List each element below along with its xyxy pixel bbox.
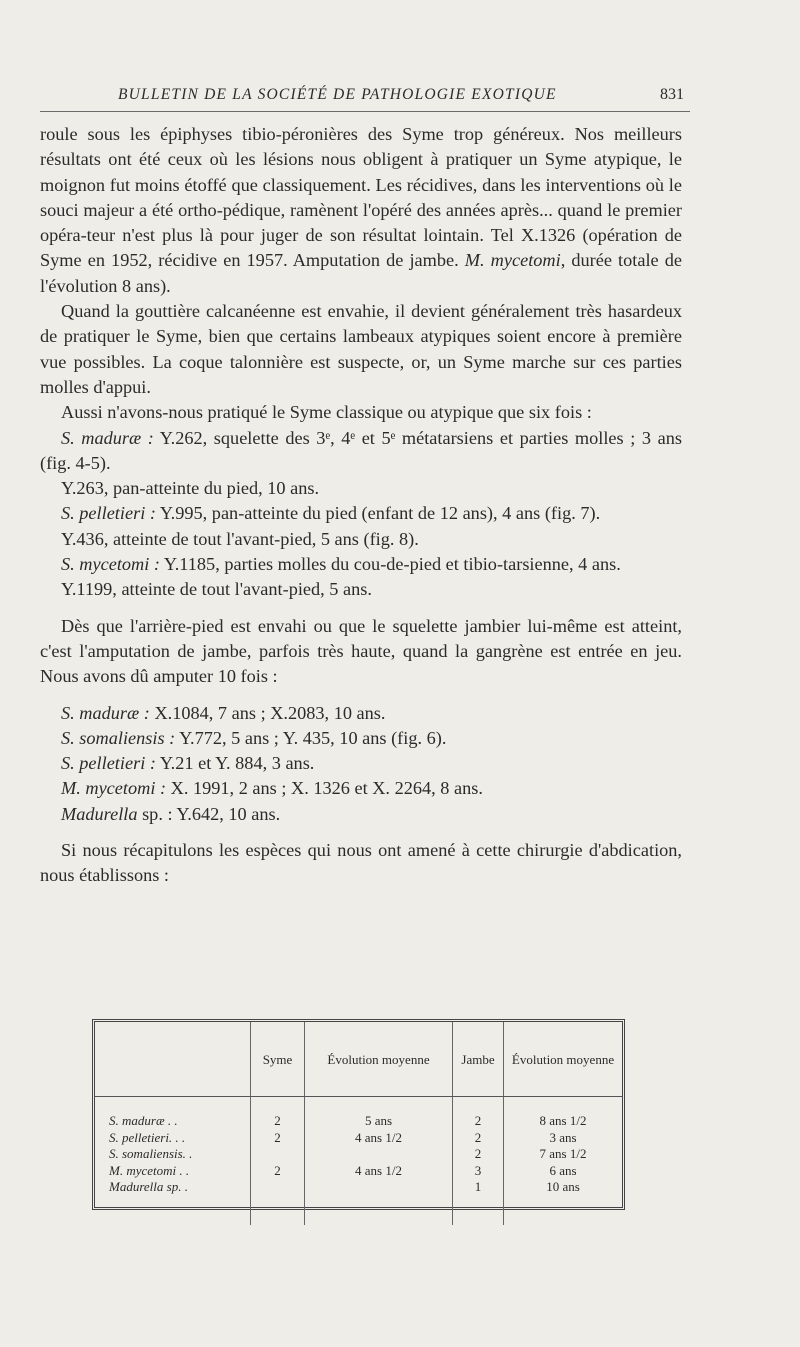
row-jambe: 2 — [453, 1113, 504, 1130]
row-evolution-jambe: 10 ans — [504, 1179, 623, 1225]
row-jambe: 2 — [453, 1130, 504, 1147]
running-title: BULLETIN DE LA SOCIÉTÉ DE PATHOLOGIE EXOTIQUE — [118, 86, 557, 103]
case-text: sp. : Y.642, 10 ans. — [137, 803, 281, 824]
row-jambe: 1 — [453, 1179, 504, 1225]
page-number: 831 — [660, 86, 684, 103]
species-name: Madurella — [61, 803, 138, 824]
spacer — [40, 603, 682, 614]
case-text: Y.1199, atteinte de tout l'avant-pied, 5 ans. — [61, 579, 372, 600]
row-evolution-syme — [305, 1146, 453, 1163]
row-jambe: 2 — [453, 1146, 504, 1163]
species-name: S. somaliensis : — [61, 727, 176, 748]
syme-case — [40, 501, 682, 526]
table-row — [95, 1163, 622, 1180]
paragraph-1 — [40, 122, 682, 299]
case-text: Y.436, atteinte de tout l'avant-pied, 5 ans (fig. 8). — [61, 528, 419, 549]
table-header-row — [95, 1022, 622, 1097]
jambe-case — [40, 726, 682, 751]
jambe-case — [40, 751, 682, 776]
paragraph-2: Quand la gouttière calcanéenne est envahie, il devient généralement très hasardeux de pratiquer le Syme, bien que certains lambeaux atypiques soient encore à première vue possibles. La coque talonnière est suspecte, or, un Syme marche sur ces parties molles d'appui. — [40, 301, 682, 397]
case-text: Y.263, pan-atteinte du pied, 10 ans. — [61, 478, 320, 499]
header-species — [95, 1022, 251, 1097]
syme-case — [40, 577, 682, 602]
header-rule — [40, 111, 690, 112]
jambe-case — [40, 701, 682, 726]
syme-case — [40, 426, 682, 477]
species-name: S. mycetomi : — [61, 554, 160, 575]
row-species: S. maduræ . . — [109, 1113, 178, 1128]
row-evolution-jambe: 3 ans — [504, 1130, 623, 1147]
table-row — [95, 1146, 622, 1163]
row-evolution-jambe: 8 ans 1/2 — [504, 1113, 623, 1130]
spacer — [40, 690, 682, 701]
row-syme: 2 — [251, 1113, 305, 1130]
syme-case — [40, 527, 682, 552]
jambe-case — [40, 802, 682, 827]
species-name: S. pelletieri : — [61, 753, 156, 774]
row-species: Madurella sp. . — [109, 1179, 188, 1195]
row-syme — [251, 1146, 305, 1163]
row-species: S. pelletieri. . . — [109, 1129, 186, 1145]
header-evolution-syme: Évolution moyenne — [305, 1022, 453, 1097]
species-name: S. pelletieri : — [61, 503, 156, 524]
species-name: S. maduræ : — [61, 702, 150, 723]
case-text: Y.21 et Y. 884, 3 ans. — [155, 753, 315, 774]
row-evolution-syme: 5 ans — [305, 1113, 453, 1130]
species-name: M. mycetomi : — [61, 778, 167, 799]
row-evolution-syme: 4 ans 1/2 — [305, 1130, 453, 1147]
jambe-case — [40, 776, 682, 801]
case-text: Y.1185, parties molles du cou-de-pied et tibio-tarsienne, 4 ans. — [160, 554, 621, 575]
summary-table — [95, 1022, 622, 1225]
row-syme: 2 — [251, 1163, 305, 1180]
paragraph-1-end: , durée totale de l'évolution 8 ans). — [40, 250, 682, 296]
table-row — [95, 1130, 622, 1147]
row-species: M. mycetomi . . — [109, 1162, 190, 1178]
row-syme: 2 — [251, 1130, 305, 1147]
syme-case — [40, 552, 682, 577]
case-text: Y.772, 5 ans ; Y. 435, 10 ans (fig. 6). — [175, 727, 447, 748]
header-syme: Syme — [251, 1022, 305, 1097]
header-evolution-jambe: Évolution moyenne — [504, 1022, 623, 1097]
species-name: M. mycetomi — [464, 250, 561, 271]
row-evolution-syme — [305, 1179, 453, 1225]
paragraph-1-text: roule sous les épiphyses tibio-péronières des Syme trop généreux. Nos meilleurs résultats ont été ceux où les lésions nous obligent à pratiquer un Syme atypique, le moignon fut moins étoffé que classiquement. Les récidives, dans les interventions où le souci majeur a été ortho-pédique, ramènent l'opéré des années après... quand le premier opéra-teur n'est plus là pour juger de son résultat lointain. Tel X.1326 (opération de Syme en 1952, récidive en 1957. Amputation de jambe. — [40, 124, 682, 271]
row-evolution-jambe: 7 ans 1/2 — [504, 1146, 623, 1163]
body-text — [40, 122, 682, 889]
row-evolution-jambe: 6 ans — [504, 1163, 623, 1180]
running-header — [40, 80, 690, 110]
case-text: Y.262, squelette des 3ᵉ, 4ᵉ et 5ᵉ métatarsiens et parties molles ; 3 ans (fig. 4-5). — [40, 427, 683, 473]
row-jambe: 3 — [453, 1163, 504, 1180]
row-syme — [251, 1179, 305, 1225]
case-text: X. 1991, 2 ans ; X. 1326 et X. 2264, 8 ans. — [166, 778, 483, 799]
case-text: X.1084, 7 ans ; X.2083, 10 ans. — [149, 702, 386, 723]
syme-case — [40, 476, 682, 501]
table-row — [95, 1179, 622, 1225]
species-name: S. maduræ : — [61, 427, 154, 448]
paragraph-5: Si nous récapitulons les espèces qui nous ont amené à cette chirurgie d'abdication, nous établissons : — [40, 840, 682, 886]
row-evolution-syme: 4 ans 1/2 — [305, 1163, 453, 1180]
paragraph-3: Aussi n'avons-nous pratiqué le Syme classique ou atypique que six fois : — [61, 402, 592, 423]
paragraph-4: Dès que l'arrière-pied est envahi ou que le squelette jambier lui-même est atteint, c'est l'amputation de jambe, parfois très haute, quand la gangrène est entrée en jeu. Nous avons dû amputer 10 fois : — [40, 615, 682, 687]
summary-table-frame — [92, 1019, 625, 1210]
table-row — [95, 1113, 622, 1130]
row-species: S. somaliensis. . — [109, 1146, 193, 1162]
case-text: Y.995, pan-atteinte du pied (enfant de 12 ans), 4 ans (fig. 7). — [155, 503, 601, 524]
header-jambe: Jambe — [453, 1022, 504, 1097]
table-spacer-row — [95, 1097, 622, 1114]
spacer — [40, 827, 682, 838]
